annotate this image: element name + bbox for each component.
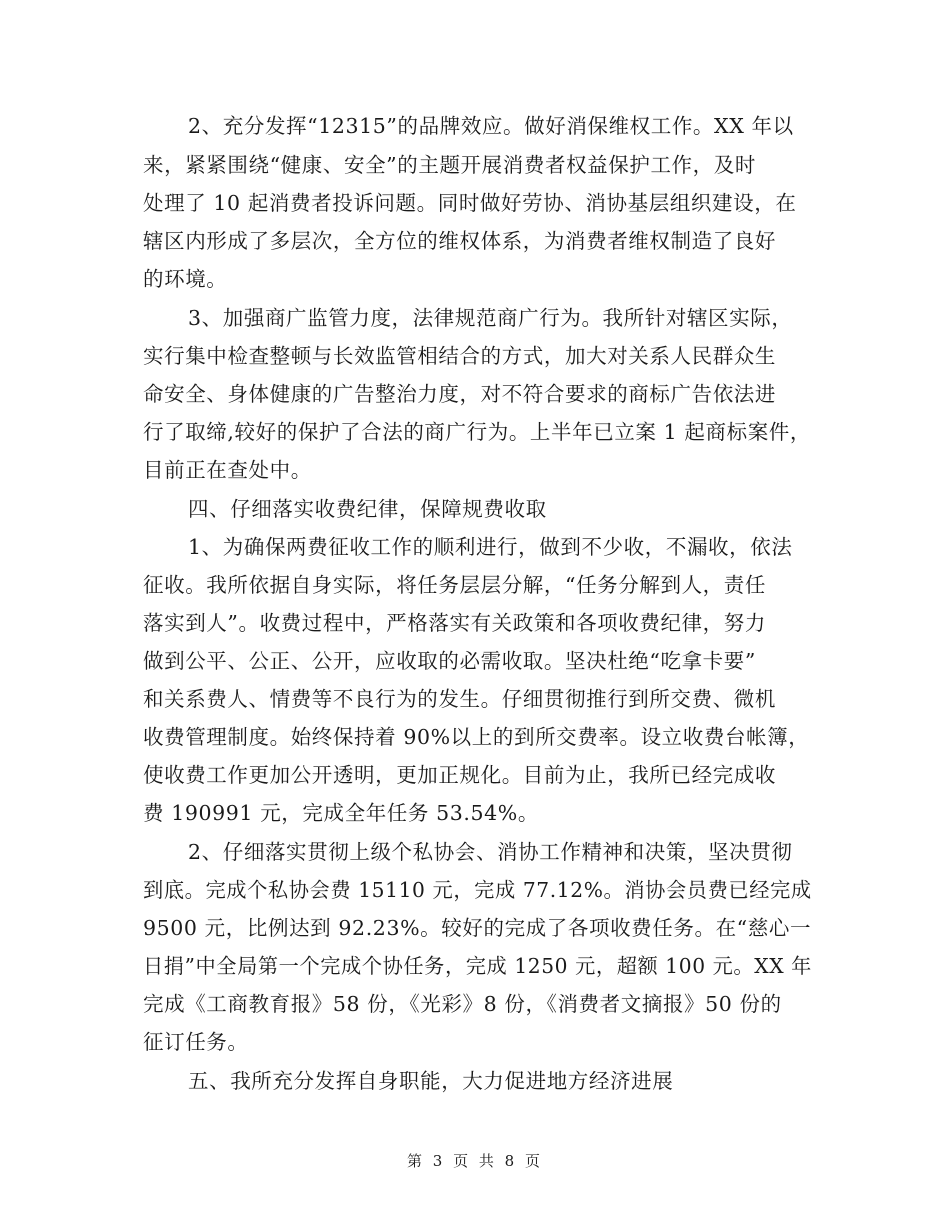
paragraph-line: 辖区内形成了多层次，全方位的维权体系，为消费者维权制造了良好 xyxy=(143,229,776,253)
paragraph-line: 目前正在查处中。 xyxy=(143,458,312,482)
paragraph-line: 命安全、身体健康的广告整治力度，对不符合要求的商标广告依法进 xyxy=(143,382,776,406)
paragraph-line: 收费管理制度。始终保持着 90%以上的到所交费率。设立收费台帐簿， xyxy=(143,725,810,749)
paragraph-line: 来，紧紧围绕“健康、安全”的主题开展消费者权益保护工作，及时 xyxy=(143,153,756,177)
paragraph-line: 9500 元，比例达到 92.23%。较好的完成了各项收费任务。在“慈心一 xyxy=(143,916,812,940)
paragraph-line: 完成《工商教育报》58 份，《光彩》8 份，《消费者文摘报》50 份的 xyxy=(143,992,782,1016)
section-heading: 五、我所充分发挥自身职能，大力促进地方经济进展 xyxy=(188,1069,674,1093)
paragraph-line: 征订任务。 xyxy=(143,1030,249,1054)
paragraph-line: 实行集中检查整顿与长效监管相结合的方式，加大对关系人民群众生 xyxy=(143,344,776,368)
paragraph-line: 2、仔细落实贯彻上级个私协会、消协工作精神和决策，坚决贯彻 xyxy=(188,840,793,864)
paragraph-line: 的环境。 xyxy=(143,267,228,291)
page-footer: 第 3 页 共 8 页 xyxy=(407,1152,543,1170)
paragraph-line: 做到公平、公正、公开，应收取的必需收取。坚决杜绝“吃拿卡要” xyxy=(143,649,756,673)
paragraph-line: 日捐”中全局第一个完成个协任务，完成 1250 元，超额 100 元。XX 年 xyxy=(143,954,812,978)
paragraph-line: 行了取缔,较好的保护了合法的商广行为。上半年已立案 1 起商标案件， xyxy=(143,420,811,444)
paragraph-line: 征收。我所依据自身实际，将任务层层分解，“任务分解到人，责任 xyxy=(143,573,766,597)
paragraph-line: 和关系费人、情费等不良行为的发生。仔细贯彻推行到所交费、微机 xyxy=(143,687,776,711)
paragraph-line: 1、为确保两费征收工作的顺利进行，做到不少收，不漏收，依法 xyxy=(188,535,793,559)
paragraph-line: 2、充分发挥“12315”的品牌效应。做好消保维权工作。XX 年以 xyxy=(188,114,794,138)
paragraph-line: 落实到人”。收费过程中，严格落实有关政策和各项收费纪律，努力 xyxy=(143,611,766,635)
paragraph-line: 费 190991 元，完成全年任务 53.54%。 xyxy=(143,801,539,825)
section-heading: 四、仔细落实收费纪律，保障规费收取 xyxy=(188,497,547,521)
paragraph-line: 使收费工作更加公开透明，更加正规化。目前为止，我所已经完成收 xyxy=(143,763,776,787)
paragraph-line: 到底。完成个私协会费 15110 元，完成 77.12%。消协会员费已经完成 xyxy=(143,878,812,902)
paragraph-line: 处理了 10 起消费者投诉问题。同时做好劳协、消协基层组织建设，在 xyxy=(143,191,797,215)
paragraph-line: 3、加强商广监管力度，法律规范商广行为。我所针对辖区实际， xyxy=(188,306,793,330)
